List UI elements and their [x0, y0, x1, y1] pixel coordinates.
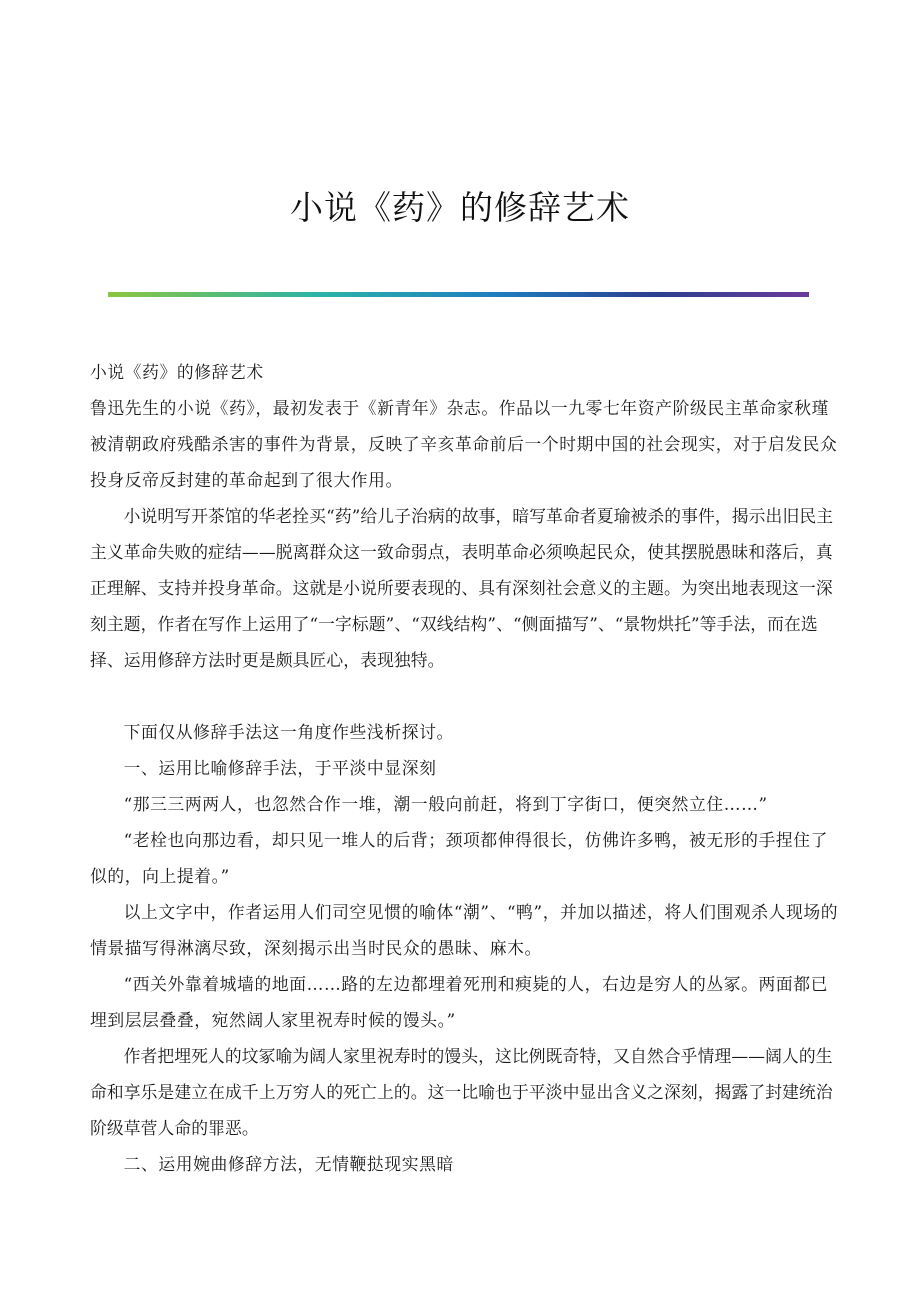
subtitle: 小说《药》的修辞艺术	[90, 362, 264, 382]
paragraph-transition: 下面仅从修辞手法这一角度作些浅析探讨。	[123, 722, 454, 742]
document-title: 小说《药》的修辞艺术	[290, 188, 630, 227]
section-heading-1: 一、运用比喻修辞手法，于平淡中显深刻	[123, 758, 437, 778]
section-heading-2: 二、运用婉曲修辞方法，无情鞭挞现实黑暗	[123, 1154, 454, 1174]
paragraph-analysis-2: 作者把埋死人的坟冢喻为阔人家里祝寿时的馒头，这比例既奇特，又自然合乎情理——阔人的生命和享乐是建立在成千上万穷人的死亡上的。这一比喻也于平淡中显出含义之深刻，揭露了封建统治阶级草菅人命的罪恶。	[90, 1046, 833, 1138]
paragraph-gap	[90, 678, 840, 714]
quote-1: “那三三两两人，也忽然合作一堆，潮一般向前赶，将到丁字街口，便突然立住……”	[123, 794, 768, 814]
paragraph-intro: 鲁迅先生的小说《药》，最初发表于《新青年》杂志。作品以一九零七年资产阶级民主革命家秋瑾被清朝政府残酷杀害的事件为背景，反映了辛亥革命前后一个时期中国的社会现实，对于启发民众投身反帝反封建的革命起到了很大作用。	[90, 398, 838, 490]
quote-3: “西关外靠着城墙的地面……路的左边都埋着死刑和瘐毙的人，右边是穷人的丛冢。两面都已埋到层层叠叠，宛然阔人家里祝寿时候的馒头。”	[90, 974, 829, 1030]
paragraph-analysis-1: 以上文字中，作者运用人们司空见惯的喻体“潮”、“鸭”，并加以描述，将人们围观杀人现场的情景描写得淋漓尽致，深刻揭示出当时民众的愚昧、麻木。	[90, 902, 839, 958]
paragraph-summary: 小说明写开茶馆的华老拴买“药”给儿子治病的故事，暗写革命者夏瑜被杀的事件，揭示出旧民主主义革命失败的症结——脱离群众这一致命弱点，表明革命必须唤起民众，使其摆脱愚昧和落后，真正理解、支持并投身革命。这就是小说所要表现的、具有深刻社会意义的主题。为突出地表现这一深刻主题，作者在写作上运用了“一字标题”、“双线结构”、“侧面描写”、“景物烘托”等手法，而在选择、运用修辞方法时更是颇具匠心，表现独特。	[90, 506, 834, 670]
title-divider	[108, 292, 809, 297]
document-body	[90, 354, 840, 1182]
quote-2: “老栓也向那边看，却只见一堆人的后背；颈项都伸得很长，仿佛许多鸭，被无形的手捏住了似的，向上提着。”	[90, 830, 829, 886]
